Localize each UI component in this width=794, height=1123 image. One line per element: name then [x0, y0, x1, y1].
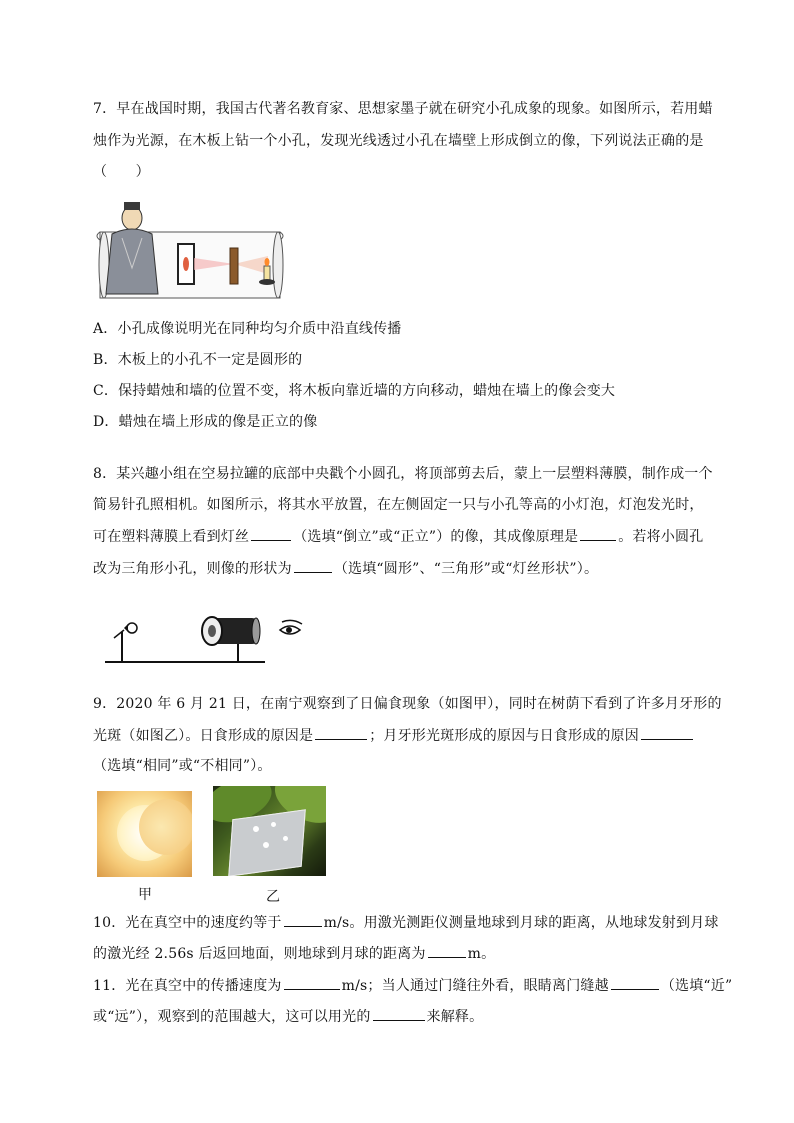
q10-text-1b: m/s。用激光测距仪测量地球到月球的距离，从地球发射到月球	[323, 915, 719, 931]
q9-blank-eclipse-cause[interactable]	[315, 726, 367, 740]
q8-blank-principle[interactable]	[580, 527, 616, 541]
q11-blank-speed[interactable]	[284, 976, 340, 990]
q10-stem-line2	[93, 944, 495, 963]
q11-blank-explanation[interactable]	[373, 1007, 425, 1021]
partial-solar-eclipse-photo	[97, 791, 192, 877]
q11-text-2a: 或“远”），观察到的范围越大，这可以用光的	[93, 1009, 371, 1025]
q7-option-c: C．保持蜡烛和墙的位置不变，将木板向靠近墙的方向移动，蜡烛在墙上的像会变大	[93, 383, 616, 399]
q8-text-4b: （选填“圆形”、“三角形”或“灯丝形状”）。	[333, 561, 599, 577]
q7-option-a: A．小孔成像说明光在同种均匀介质中沿直线传播	[93, 321, 402, 337]
q7-option-d: D．蜡烛在墙上形成的像是正立的像	[93, 414, 318, 430]
q8-blank-shape[interactable]	[294, 559, 332, 573]
q11-stem-line1	[93, 976, 732, 995]
q9-text-2b: ；月牙形光斑形成的原因与日食形成的原因	[369, 728, 640, 744]
q9-text-2a: 光斑（如图乙）。日食形成的原因是	[93, 728, 314, 744]
q10-blank-distance[interactable]	[428, 944, 466, 958]
q11-stem-line2	[93, 1007, 483, 1026]
q7-stem-line3: （ ）	[93, 164, 150, 180]
q9-blank-same-or-not[interactable]	[641, 726, 693, 740]
q8-text-3a: 可在塑料薄膜上看到灯丝	[93, 529, 250, 545]
q8-stem-line3	[93, 527, 703, 546]
mozi-pinhole-illustration	[92, 198, 287, 304]
q10-text-2b: m。	[467, 946, 496, 962]
crescent-light-spots-photo	[213, 786, 326, 876]
q8-stem-line4	[93, 559, 598, 578]
q8-blank-orientation[interactable]	[251, 527, 291, 541]
pinhole-camera-diagram	[100, 610, 310, 668]
q9-stem-line1: 9．2020 年 6 月 21 日，在南宁观察到了日偏食现象（如图甲），同时在树荫下看到了许多月牙形的	[93, 696, 722, 712]
q8-stem-line1: 8．某兴趣小组在空易拉罐的底部中央戳个小圆孔，将顶部剪去后，蒙上一层塑料薄膜，制作成一个	[93, 466, 713, 482]
caption-jia: 甲	[138, 887, 152, 903]
q11-text-1c: （选填“近”	[660, 978, 733, 994]
q10-blank-speed[interactable]	[284, 913, 322, 927]
q11-text-1b: m/s；当人通过门缝往外看，眼睛离门缝越	[341, 978, 609, 994]
q11-text-2b: 来解释。	[426, 1009, 484, 1025]
q10-text-1a: 10．光在真空中的速度约等于	[93, 915, 282, 931]
q7-stem-line2: 烛作为光源，在木板上钻一个小孔，发现光线透过小孔在墙壁上形成倒立的像，下列说法正确的是	[93, 133, 704, 149]
q10-text-2a: 的激光经 2.56s 后返回地面，则地球到月球的距离为	[93, 946, 426, 962]
q9-stem-line3: （选填“相同”或“不相同”）。	[93, 758, 272, 774]
q11-blank-near-far[interactable]	[611, 976, 659, 990]
q8-stem-line2: 简易针孔照相机。如图所示，将其水平放置，在左侧固定一只与小孔等高的小灯泡，灯泡发光时，	[93, 497, 704, 513]
caption-yi: 乙	[266, 889, 280, 905]
q8-text-4a: 改为三角形小孔，则像的形状为	[93, 561, 292, 577]
q9-stem-line2	[93, 726, 695, 745]
q8-text-3b: （选填“倒立”或“正立”）的像，其成像原理是	[293, 529, 579, 545]
q11-text-1a: 11．光在真空中的传播速度为	[93, 978, 282, 994]
q7-stem-line1: 7．早在战国时期，我国古代著名教育家、思想家墨子就在研究小孔成象的现象。如图所示，若用蜡	[93, 101, 713, 117]
q8-text-3c: 。若将小圆孔	[618, 529, 704, 545]
q10-stem-line1	[93, 913, 719, 932]
q7-option-b: B．木板上的小孔不一定是圆形的	[93, 352, 303, 368]
